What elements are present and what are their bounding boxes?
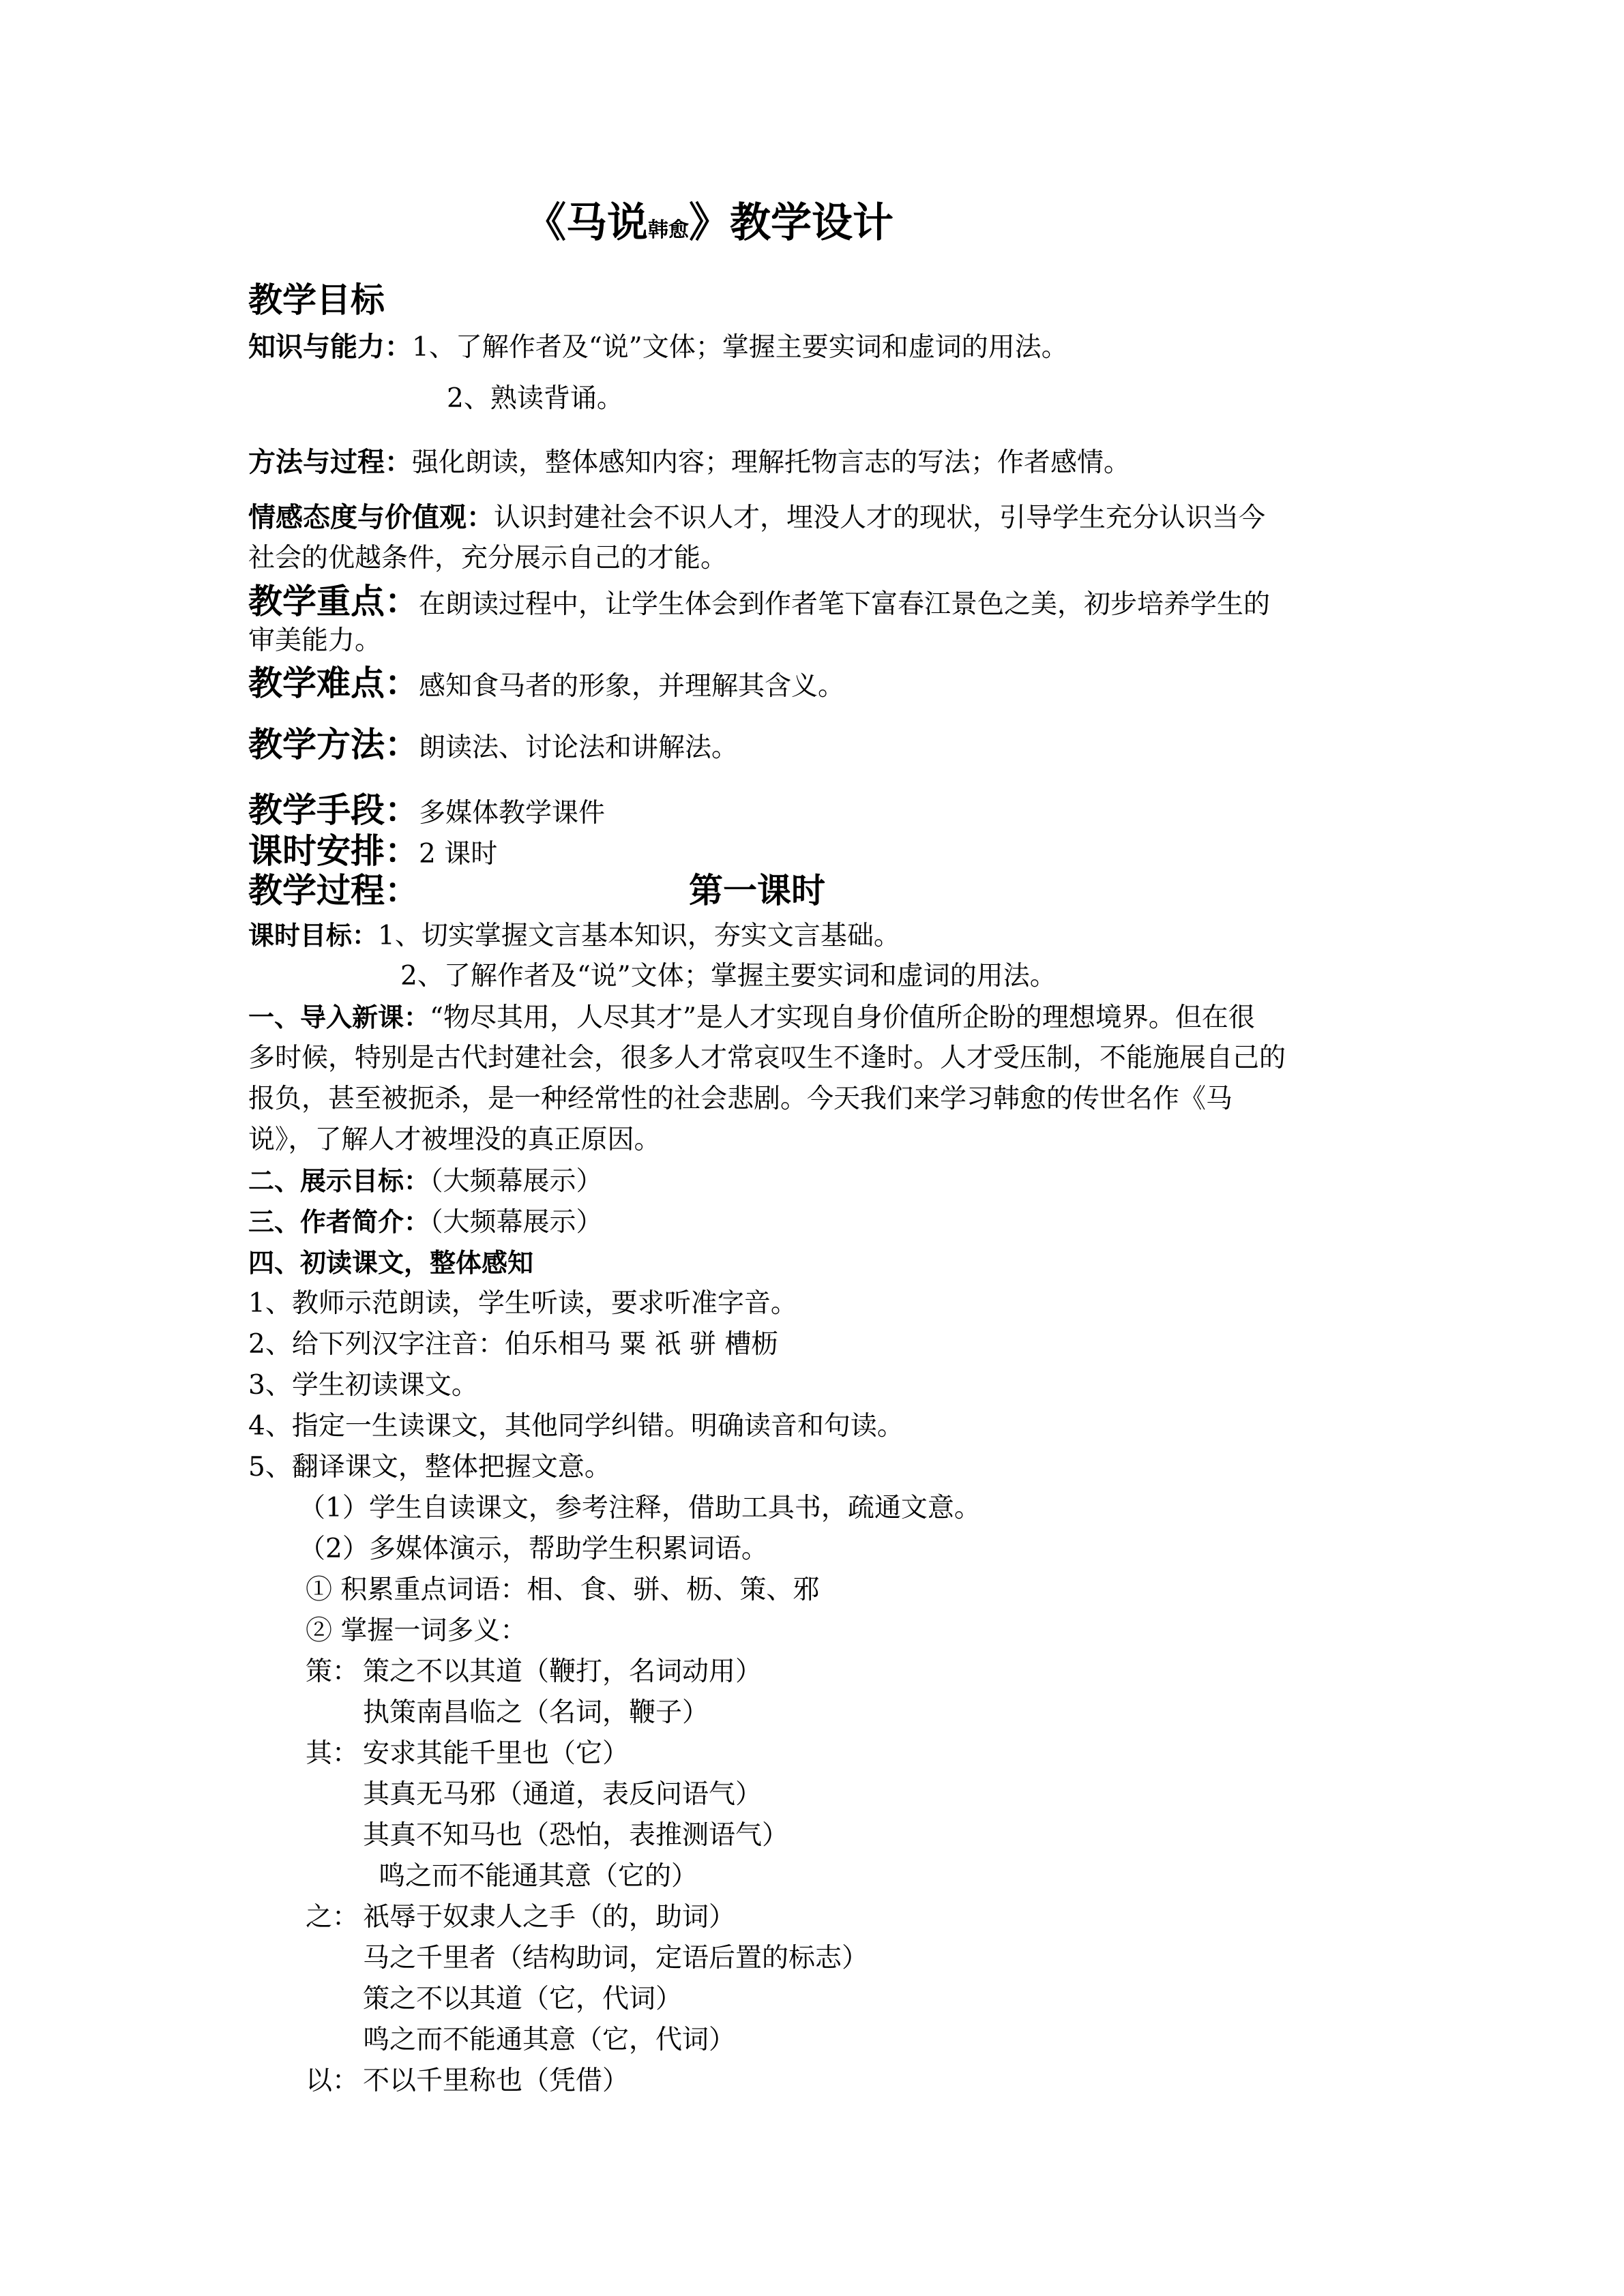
title-main-a: 《马说 xyxy=(525,199,648,247)
section3-text: （大频幕展示） xyxy=(430,1207,603,1238)
ce-label: 策： xyxy=(306,1656,359,1687)
section4-item-4: 4、指定一生读课文，其他同学纠错。明确读音和句读。 xyxy=(248,1411,904,1442)
section4-item-3: 3、学生初读课文。 xyxy=(248,1370,478,1401)
title-main-b: 》教学设计 xyxy=(689,199,894,247)
knowledge-label: 知识与能力： xyxy=(248,331,412,363)
difficulties-text: 感知食马者的形象，并理解其含义。 xyxy=(419,671,845,702)
key-points-text-2: 审美能力。 xyxy=(248,625,382,656)
methods-label: 教学方法： xyxy=(248,725,419,764)
zhi-example-3: 策之不以其道（它，代词） xyxy=(363,1984,683,2014)
section1-text-4: 说》，了解人才被埋没的真正原因。 xyxy=(248,1124,661,1155)
qi-example-4: 鸣之而不能通其意（它的） xyxy=(379,1861,698,1892)
emotion-text-2: 社会的优越条件，充分展示自己的才能。 xyxy=(248,543,728,573)
page-title xyxy=(525,199,894,248)
section3-line xyxy=(248,1205,603,1240)
knowledge-line xyxy=(248,330,1068,365)
lesson-goals-label: 课时目标： xyxy=(248,921,379,951)
yi-example-1: 不以千里称也（凭借） xyxy=(363,2066,630,2096)
ce-example-1: 策之不以其道（鞭打，名词动用） xyxy=(363,1656,763,1687)
process-label: 教学过程： xyxy=(248,871,419,910)
section1-label: 一、导入新课： xyxy=(248,1002,430,1032)
method-text: 强化朗读，整体感知内容；理解托物言志的写法；作者感情。 xyxy=(412,447,1131,478)
section4-item-1: 1、教师示范朗读，学生听读，要求听准字音。 xyxy=(248,1288,797,1319)
section2-label: 二、展示目标： xyxy=(248,1166,430,1196)
lesson-heading: 第一课时 xyxy=(689,871,825,910)
key-points-text-1: 在朗读过程中，让学生体会到作者笔下富春江景色之美，初步培养学生的 xyxy=(419,589,1271,620)
yi-label: 以： xyxy=(306,2066,359,2096)
lesson-goal-1: 1、切实掌握文言基本知识，夯实文言基础。 xyxy=(378,921,900,951)
lesson-goal-2: 2、了解作者及“说”文体；掌握主要实词和虚词的用法。 xyxy=(400,961,1057,992)
qi-label: 其： xyxy=(306,1738,359,1769)
means-text: 多媒体教学课件 xyxy=(419,798,606,829)
ce-example-2: 执策南昌临之（名词，鞭子） xyxy=(363,1697,709,1728)
section2-line xyxy=(248,1164,603,1199)
schedule-line xyxy=(248,831,497,871)
zhi-example-2: 马之千里者（结构助词，定语后置的标志） xyxy=(363,1943,869,1973)
means-line xyxy=(248,790,605,831)
title-author: 韩愈 xyxy=(648,218,689,242)
section4-label: 四、初读课文，整体感知 xyxy=(248,1248,534,1278)
emotion-text-1: 认识封建社会不识人才，埋没人才的现状，引导学生充分认识当今 xyxy=(494,503,1266,533)
section3-label: 三、作者简介： xyxy=(248,1207,430,1237)
circle-item-2: ② 掌握一词多义： xyxy=(306,1615,527,1646)
method-line xyxy=(248,445,1130,480)
difficulties-line xyxy=(248,663,844,704)
qi-example-1: 安求其能千里也（它） xyxy=(363,1738,630,1769)
sub-item-2: （2）多媒体演示，帮助学生积累词语。 xyxy=(299,1534,768,1564)
section1-text-3: 报负，甚至被扼杀，是一种经常性的社会悲剧。今天我们来学习韩愈的传世名作《马 xyxy=(248,1084,1233,1114)
knowledge-item-1: 1、了解作者及“说”文体；掌握主要实词和虚词的用法。 xyxy=(412,332,1068,363)
difficulties-label: 教学难点： xyxy=(248,664,419,703)
knowledge-item-2: 2、熟读背诵。 xyxy=(447,383,623,414)
goals-heading: 教学目标 xyxy=(248,280,385,320)
key-points-label: 教学重点： xyxy=(248,582,419,621)
emotion-line xyxy=(248,501,1265,535)
zhi-example-4: 鸣之而不能通其意（它，代词） xyxy=(363,2025,736,2055)
lesson-goals-line xyxy=(248,919,900,953)
zhi-example-1: 祇辱于奴隶人之手（的，助词） xyxy=(363,1902,736,1933)
method-label: 方法与过程： xyxy=(248,447,412,478)
means-label: 教学手段： xyxy=(248,790,419,830)
qi-example-3: 其真不知马也（恐怕，表推测语气） xyxy=(363,1820,789,1851)
sub-item-1: （1）学生自读课文，参考注释，借助工具书，疏通文意。 xyxy=(299,1493,981,1523)
section4-item-5: 5、翻译课文，整体把握文意。 xyxy=(248,1452,611,1482)
circle-item-1: ① 积累重点词语：相、食、骈、枥、策、邪 xyxy=(306,1575,820,1605)
qi-example-2: 其真无马邪（通道，表反问语气） xyxy=(363,1779,763,1810)
section1-text-1: “物尽其用，人尽其才”是人才实现自身价值所企盼的理想境界。但在很 xyxy=(430,1002,1255,1033)
schedule-text: 2 课时 xyxy=(419,839,498,869)
schedule-label: 课时安排： xyxy=(248,831,419,871)
section1-line-1 xyxy=(248,1000,1255,1035)
key-points-line xyxy=(248,581,1270,622)
section2-text: （大频幕展示） xyxy=(430,1166,603,1197)
methods-line xyxy=(248,724,738,765)
zhi-label: 之： xyxy=(306,1902,359,1933)
section1-text-2: 多时候，特别是古代封建社会，很多人才常哀叹生不逢时。人才受压制，不能施展自己的 xyxy=(248,1043,1286,1073)
section4-item-2: 2、给下列汉字注音：伯乐相马 粟 祇 骈 槽枥 xyxy=(248,1329,778,1360)
methods-text: 朗读法、讨论法和讲解法。 xyxy=(419,732,739,763)
emotion-label: 情感态度与价值观： xyxy=(248,502,494,533)
